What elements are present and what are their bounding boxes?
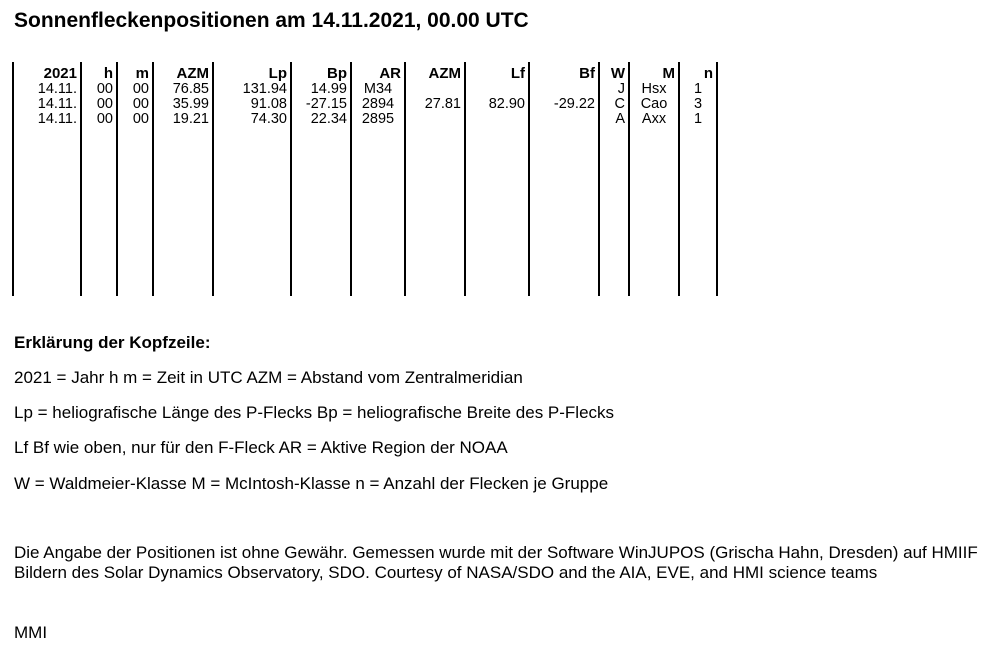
cell-date: 14.11. — [13, 112, 81, 127]
cell-date: 14.11. — [13, 82, 81, 97]
cell-mcintosh: Hsx — [629, 82, 679, 97]
cell-hour: 00 — [81, 112, 117, 127]
col-header-lp: Lp — [213, 62, 291, 82]
cell-azm-f — [405, 82, 465, 97]
table-row — [13, 82, 717, 97]
legend-line-f-spot: Lf Bf wie oben, nur für den F-Fleck AR = Aktive Region der NOAA — [14, 438, 508, 457]
cell-bf: -29.22 — [529, 97, 599, 112]
cell-lp: 74.30 — [213, 112, 291, 127]
cell-minute: 00 — [117, 82, 153, 97]
page-title: Sonnenfleckenpositionen am 14.11.2021, 00.00 UTC — [14, 9, 529, 32]
cell-waldmeier: J — [599, 82, 629, 97]
cell-bp: 14.99 — [291, 82, 351, 97]
col-header-count: n — [679, 62, 717, 82]
col-header-azm-f: AZM — [405, 62, 465, 82]
cell-waldmeier: C — [599, 97, 629, 112]
table-row — [13, 112, 717, 127]
col-header-year: 2021 — [13, 62, 81, 82]
cell-lf: 82.90 — [465, 97, 529, 112]
cell-ar: 2894 — [351, 97, 405, 112]
cell-mcintosh: Cao — [629, 97, 679, 112]
cell-minute: 00 — [117, 97, 153, 112]
cell-azm-p: 76.85 — [153, 82, 213, 97]
cell-bp: 22.34 — [291, 112, 351, 127]
col-header-minute: m — [117, 62, 153, 82]
cell-hour: 00 — [81, 82, 117, 97]
table-empty-space — [13, 127, 717, 296]
cell-azm-f — [405, 112, 465, 127]
col-header-mcintosh: M — [629, 62, 679, 82]
col-header-hour: h — [81, 62, 117, 82]
signature: MMI — [14, 623, 48, 642]
cell-bf — [529, 112, 599, 127]
cell-lp: 131.94 — [213, 82, 291, 97]
cell-waldmeier: A — [599, 112, 629, 127]
cell-azm-p: 19.21 — [153, 112, 213, 127]
col-header-bp: Bp — [291, 62, 351, 82]
cell-date: 14.11. — [13, 97, 81, 112]
legend-title: Erklärung der Kopfzeile: — [14, 333, 211, 352]
cell-mcintosh: Axx — [629, 112, 679, 127]
disclaimer-text: Die Angabe der Positionen ist ohne Gewähr. Gemessen wurde mit der Software WinJUPOS (Grischa Hahn, Dresden) auf HMIIF Bildern des Solar Dynamics Observatory, SDO. Courtesy of NASA/SDO and the AIA, EVE, and HMI science teams — [14, 543, 978, 582]
cell-minute: 00 — [117, 112, 153, 127]
table-row — [13, 97, 717, 112]
cell-count: 1 — [679, 112, 717, 127]
cell-hour: 00 — [81, 97, 117, 112]
legend-line-classes: W = Waldmeier-Klasse M = McIntosh-Klasse n = Anzahl der Flecken je Gruppe — [14, 474, 609, 493]
legend-line-time: 2021 = Jahr h m = Zeit in UTC AZM = Abstand vom Zentralmeridian — [14, 368, 523, 387]
cell-count: 1 — [679, 82, 717, 97]
table-header-row — [13, 62, 717, 82]
cell-count: 3 — [679, 97, 717, 112]
cell-azm-f: 27.81 — [405, 97, 465, 112]
cell-lf — [465, 112, 529, 127]
col-header-azm-p: AZM — [153, 62, 213, 82]
col-header-lf: Lf — [465, 62, 529, 82]
sunspot-table — [12, 62, 718, 296]
cell-bp: -27.15 — [291, 97, 351, 112]
cell-lf — [465, 82, 529, 97]
col-header-bf: Bf — [529, 62, 599, 82]
cell-ar: M34 — [351, 82, 405, 97]
col-header-waldmeier: W — [599, 62, 629, 82]
cell-lp: 91.08 — [213, 97, 291, 112]
cell-bf — [529, 82, 599, 97]
col-header-ar: AR — [351, 62, 405, 82]
cell-ar: 2895 — [351, 112, 405, 127]
cell-azm-p: 35.99 — [153, 97, 213, 112]
legend-line-p-spot: Lp = heliografische Länge des P-Flecks Bp = heliografische Breite des P-Flecks — [14, 403, 615, 422]
